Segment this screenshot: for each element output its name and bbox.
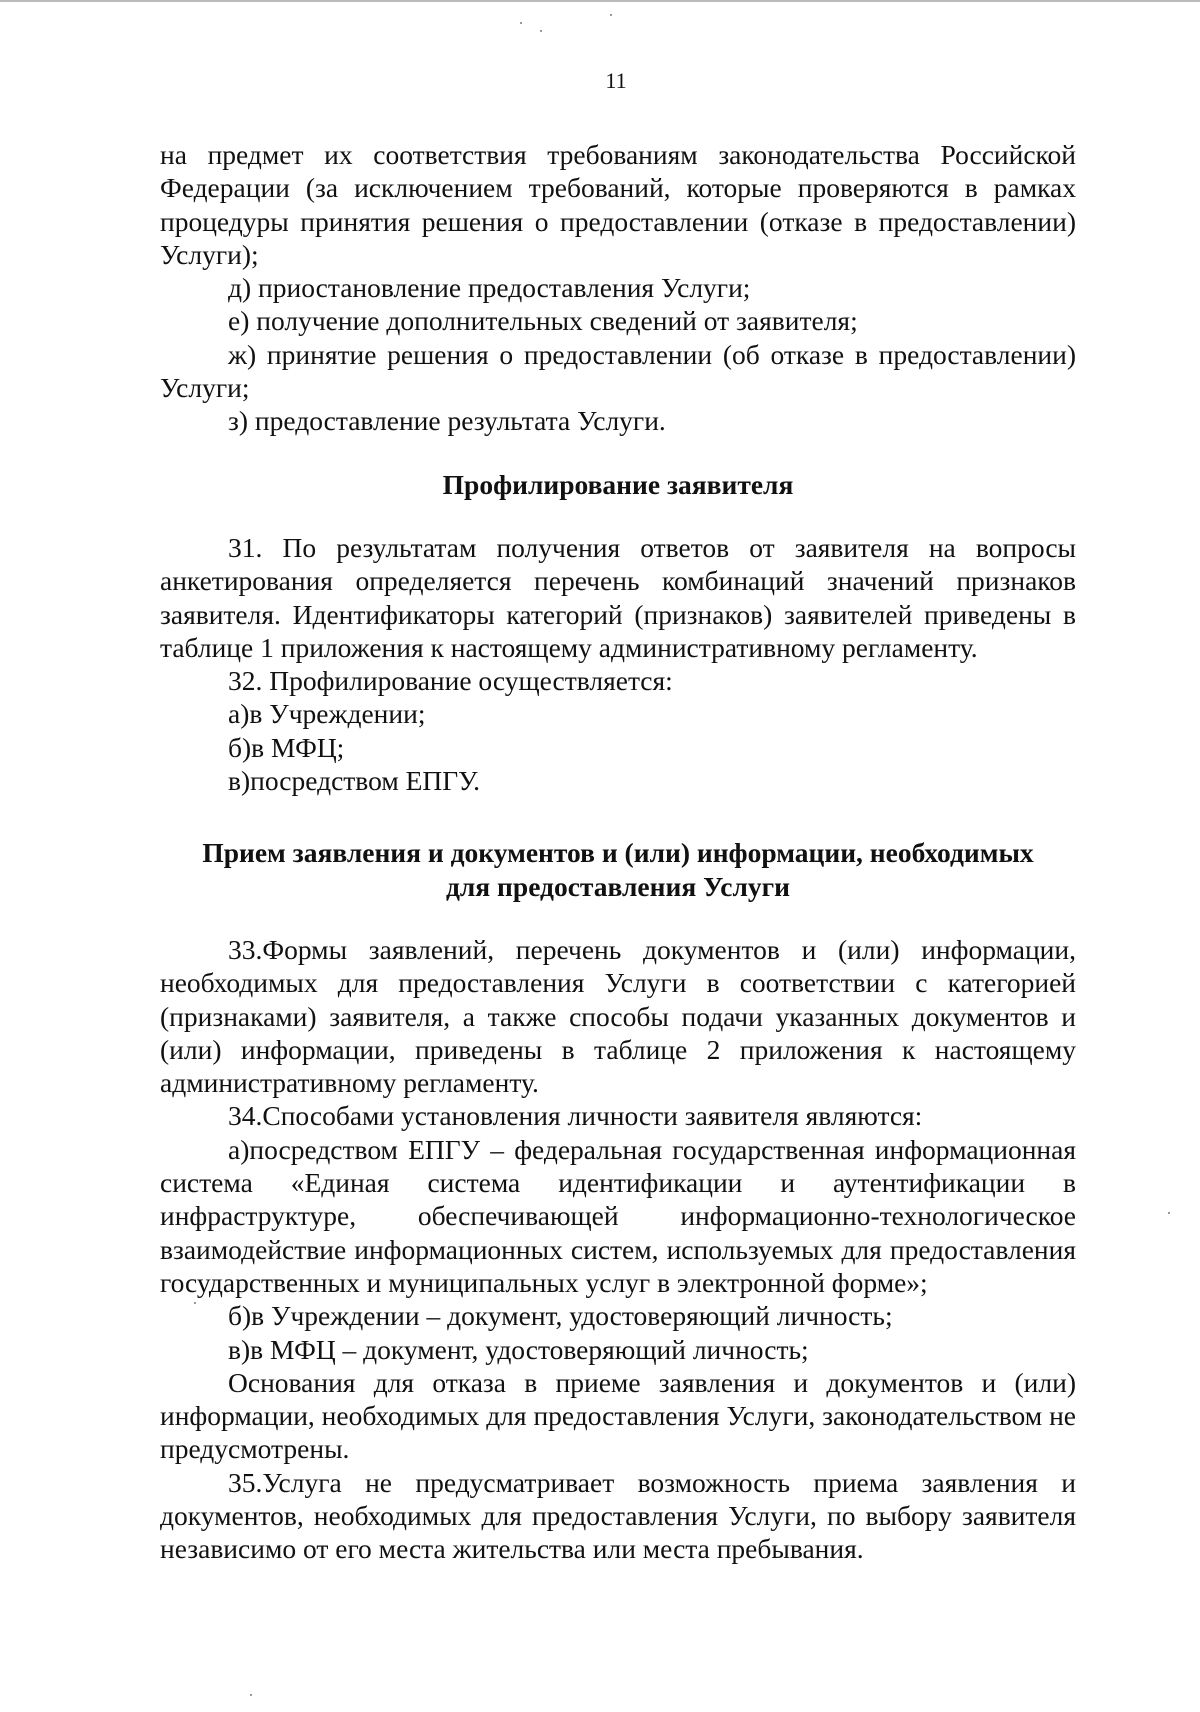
page-number: 11	[605, 68, 627, 93]
list-item-v: в)посредством ЕПГУ.	[228, 765, 481, 797]
scan-speck	[1168, 1212, 1170, 1214]
paragraph-34: 34.Способами установления личности заявителя являются:	[228, 1100, 923, 1132]
scan-speck	[610, 14, 612, 16]
paragraph-34-v: в)в МФЦ – документ, удостоверяющий личность;	[228, 1333, 809, 1365]
section-heading-priem-line2: для предоставления Услуги	[445, 870, 791, 902]
paragraph-33: 33.Формы заявлений, перечень документов и (или) информации, необходимых для предоставления Услуги в соответствии с категорией (признаками) заявителя, а также способы подачи указанных документов и (или) информации, приведены в таблице 2 приложения к настоящему административному регламенту.	[160, 933, 1076, 1099]
list-item-a: а)в Учреждении;	[228, 698, 426, 730]
section-heading-profil: Профилирование заявителя	[442, 468, 794, 500]
paragraph-32: 32. Профилирование осуществляется:	[228, 665, 673, 697]
paragraph-34-a: а)посредством ЕПГУ – федеральная государственная информационная система «Единая система идентификации и аутентификации в инфраструктуре, обеспечивающей информационно-технологическое взаимодействие информационных систем, используемых для предоставления государственных и муниципальных услуг в электронной форме»;	[160, 1133, 1076, 1298]
document-body	[160, 138, 1076, 1566]
scan-speck	[250, 1694, 252, 1696]
paragraph-osnovaniya: Основания для отказа в приеме заявления и документов и (или) информации, необходимых для предоставления Услуги, законодательством не предусмотрены.	[160, 1366, 1076, 1465]
paragraph-35: 35.Услуга не предусматривает возможность приема заявления и документов, необходимых для предоставления Услуги, по выбору заявителя независимо от его места жительства или места пребывания.	[160, 1466, 1076, 1565]
list-item-d: д) приостановление предоставления Услуги;	[228, 272, 751, 304]
paragraph-continuation: на предмет их соответствия требованиям законодательства Российской Федерации (за исключением требований, которые проверяются в рамках процедуры принятия решения о предоставлении (отказе в предоставлении) Услуги);	[160, 139, 1076, 270]
list-item-z: з) предоставление результата Услуги.	[228, 405, 666, 437]
list-item-e: е) получение дополнительных сведений от заявителя;	[228, 305, 858, 337]
paragraph-34-b: б)в Учреждении – документ, удостоверяющий личность;	[228, 1300, 893, 1332]
paragraph-31: 31. По результатам получения ответов от заявителя на вопросы анкетирования определяется перечень комбинаций значений признаков заявителя. Идентификаторы категорий (признаков) заявителей приведены в таблице 1 приложения к настоящему административному регламенту.	[160, 531, 1076, 663]
list-item-zh: ж) принятие решения о предоставлении (об отказе в предоставлении) Услуги;	[160, 338, 1076, 404]
scan-speck	[540, 30, 542, 32]
section-heading-priem-line1: Прием заявления и документов и (или) информации, необходимых	[202, 837, 1034, 869]
scan-speck	[520, 22, 522, 24]
section-heading-priem	[160, 836, 1076, 903]
scan-edge-line	[0, 0, 1200, 2]
list-item-b: б)в МФЦ;	[228, 731, 345, 763]
